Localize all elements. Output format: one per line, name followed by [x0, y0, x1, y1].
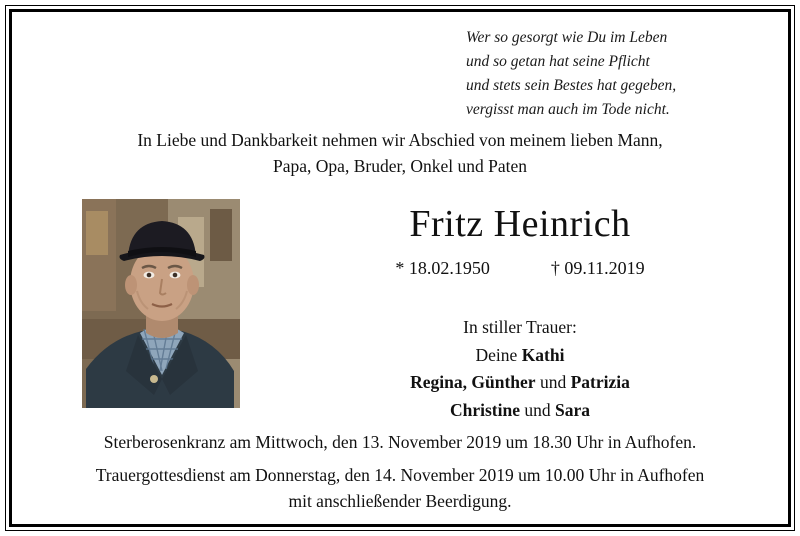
mourner-3-conjunction: und	[520, 399, 555, 420]
death-date: † 09.11.2019	[550, 258, 645, 278]
portrait-illustration	[82, 199, 240, 408]
birth-date: * 18.02.1950	[395, 258, 490, 278]
verse-line-2: und so getan hat seine Pflicht	[466, 53, 650, 71]
portrait-photo	[82, 199, 240, 408]
mourner-3-name-b: Sara	[555, 399, 590, 420]
deceased-name: Fritz Heinrich	[409, 203, 631, 245]
burial-line: mit anschließender Beerdigung.	[288, 491, 512, 512]
intro-line-1: In Liebe und Dankbarkeit nehmen wir Abschied von meinem lieben Mann,	[137, 130, 663, 150]
notice-content	[14, 14, 786, 522]
verse-line-4: vergisst man auch im Tode nicht.	[466, 101, 670, 119]
mourners-block	[264, 314, 776, 425]
memorial-verse	[466, 26, 766, 122]
service-details	[14, 429, 786, 515]
mourner-2-names: Regina, Günther	[410, 372, 536, 393]
mourners-heading: In stiller Trauer:	[463, 317, 577, 337]
mourner-1-name: Kathi	[521, 344, 565, 365]
rosary-service-line: Sterberosenkranz am Mittwoch, den 13. November 2019 um 18.30 Uhr in Aufhofen.	[103, 432, 697, 452]
mourner-2-name-b: Patrizia	[570, 372, 630, 393]
mourner-line-2	[264, 369, 776, 397]
mourner-1-prefix: Deine	[475, 344, 522, 365]
verse-line-1: Wer so gesorgt wie Du im Leben	[466, 29, 668, 46]
intro-text	[14, 127, 786, 180]
intro-line-2: Papa, Opa, Bruder, Onkel und Paten	[273, 156, 527, 177]
life-dates	[264, 258, 776, 279]
mourner-2-conjunction: und	[535, 372, 571, 393]
verse-line-3: und stets sein Bestes hat gegeben,	[466, 77, 677, 95]
funeral-service-line: Trauergottesdienst am Donnerstag, den 14. November 2019 um 10.00 Uhr in Aufhofen	[95, 464, 705, 485]
mourner-3-names: Christine	[450, 399, 520, 420]
mourner-line-3	[264, 397, 776, 425]
mourner-line-1	[264, 342, 776, 370]
